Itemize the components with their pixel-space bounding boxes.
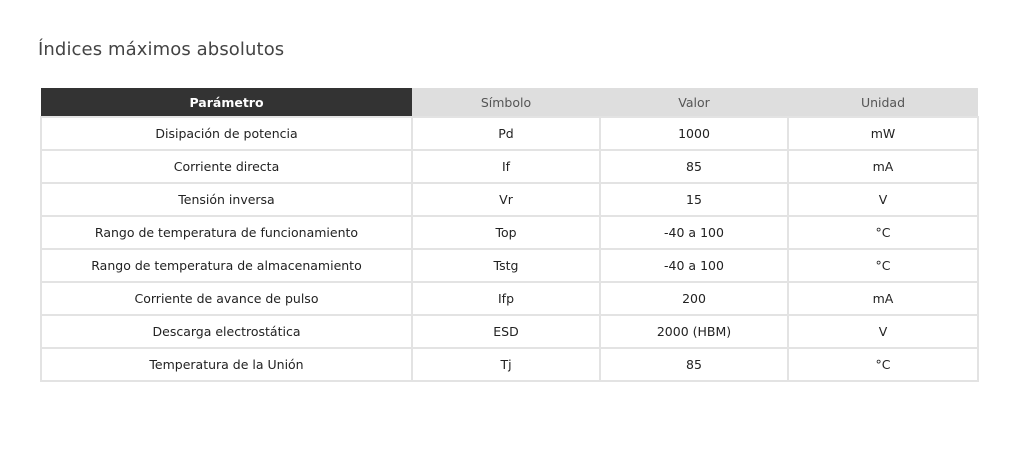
cell-parameter: Corriente directa: [41, 150, 412, 183]
cell-unit: mW: [788, 117, 978, 150]
cell-parameter: Disipación de potencia: [41, 117, 412, 150]
cell-value: 85: [600, 150, 788, 183]
cell-parameter: Descarga electrostática: [41, 315, 412, 348]
header-symbol: Símbolo: [412, 88, 600, 117]
absolute-max-ratings-table: [40, 88, 979, 382]
cell-parameter: Temperatura de la Unión: [41, 348, 412, 381]
page-title: Índices máximos absolutos: [38, 39, 285, 60]
cell-unit: mA: [788, 150, 978, 183]
cell-value: 1000: [600, 117, 788, 150]
cell-symbol: Tj: [412, 348, 600, 381]
cell-parameter: Rango de temperatura de almacenamiento: [41, 249, 412, 282]
cell-symbol: Tstg: [412, 249, 600, 282]
table-row: [41, 117, 978, 150]
cell-symbol: If: [412, 150, 600, 183]
table-row: [41, 249, 978, 282]
table-header-row: [41, 88, 978, 117]
cell-symbol: Pd: [412, 117, 600, 150]
cell-unit: V: [788, 183, 978, 216]
table-row: [41, 348, 978, 381]
cell-parameter: Tensión inversa: [41, 183, 412, 216]
cell-parameter: Corriente de avance de pulso: [41, 282, 412, 315]
table-header: [41, 88, 978, 117]
cell-unit: °C: [788, 348, 978, 381]
cell-unit: °C: [788, 249, 978, 282]
cell-symbol: Top: [412, 216, 600, 249]
table-row: [41, 282, 978, 315]
table-row: [41, 315, 978, 348]
cell-value: -40 a 100: [600, 216, 788, 249]
table-row: [41, 150, 978, 183]
cell-value: 85: [600, 348, 788, 381]
header-parameter: Parámetro: [41, 88, 412, 117]
cell-unit: °C: [788, 216, 978, 249]
table-row: [41, 183, 978, 216]
cell-value: 2000 (HBM): [600, 315, 788, 348]
cell-unit: V: [788, 315, 978, 348]
cell-parameter: Rango de temperatura de funcionamiento: [41, 216, 412, 249]
cell-symbol: Vr: [412, 183, 600, 216]
header-value: Valor: [600, 88, 788, 117]
cell-symbol: ESD: [412, 315, 600, 348]
header-unit: Unidad: [788, 88, 978, 117]
table-body: [41, 117, 978, 381]
cell-value: 15: [600, 183, 788, 216]
table-row: [41, 216, 978, 249]
cell-symbol: Ifp: [412, 282, 600, 315]
cell-value: 200: [600, 282, 788, 315]
cell-value: -40 a 100: [600, 249, 788, 282]
cell-unit: mA: [788, 282, 978, 315]
